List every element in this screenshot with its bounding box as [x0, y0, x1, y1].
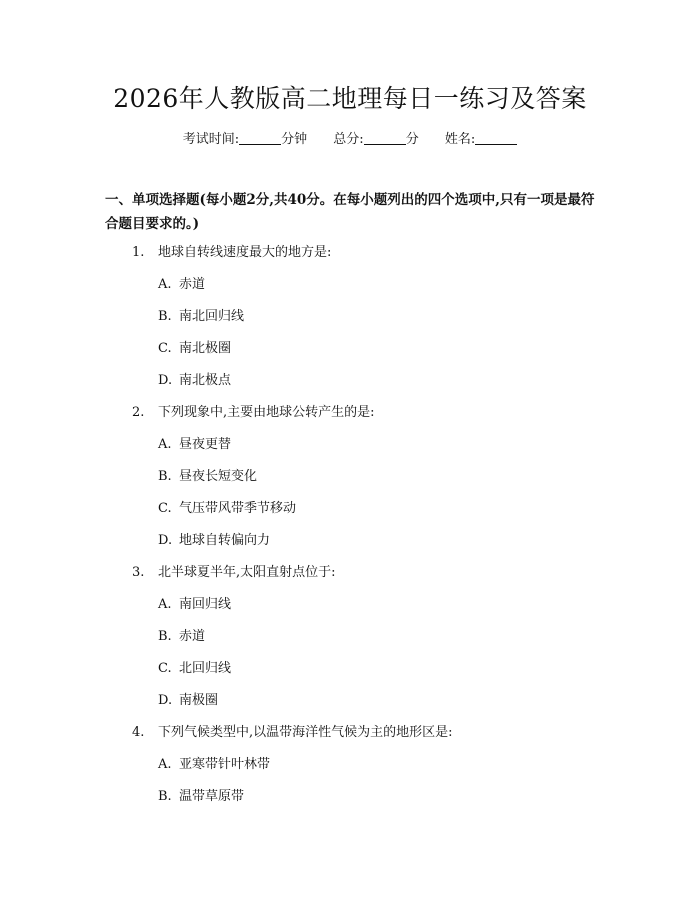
- option-letter: B.: [158, 629, 172, 644]
- option-text: 地球自转偏向力: [179, 533, 271, 548]
- section-heading: 一、单项选择题(每小题2分,共40分。在每小题列出的四个选项中,只有一项是最符合题目要求的。): [105, 192, 595, 232]
- answer-option: [0, 337, 700, 369]
- option-letter: A.: [158, 437, 172, 452]
- exam-time-label: 考试时间:: [182, 132, 240, 147]
- option-text: 温带草原带: [179, 789, 245, 804]
- option-text: 北回归线: [179, 661, 232, 676]
- question-item: [0, 241, 700, 273]
- question-text: 北半球夏半年,太阳直射点位于:: [158, 565, 336, 580]
- student-name-field: [445, 130, 517, 150]
- exam-time-unit: 分钟: [281, 132, 308, 147]
- question-item: [0, 561, 700, 593]
- answer-option: [0, 785, 700, 817]
- option-letter: C.: [158, 661, 172, 676]
- option-letter: A.: [158, 597, 172, 612]
- option-text: 赤道: [179, 277, 206, 292]
- answer-option: [0, 433, 700, 465]
- question-list: [0, 241, 700, 817]
- option-letter: D.: [158, 533, 173, 548]
- option-letter: D.: [158, 373, 173, 388]
- option-letter: A.: [158, 757, 172, 772]
- answer-option: [0, 593, 700, 625]
- option-text: 南北极点: [179, 373, 232, 388]
- total-score-label: 总分:: [333, 132, 364, 147]
- page-title: 2026年人教版高二地理每日一练习及答案: [113, 84, 587, 113]
- question-number: 4.: [132, 725, 145, 740]
- answer-option: [0, 497, 700, 529]
- option-letter: A.: [158, 277, 172, 292]
- question-number: 2.: [132, 405, 145, 420]
- answer-option: [0, 529, 700, 561]
- option-text: 南北极圈: [179, 341, 232, 356]
- option-text: 昼夜长短变化: [179, 469, 258, 484]
- total-score-unit: 分: [405, 132, 419, 147]
- option-letter: C.: [158, 501, 172, 516]
- exam-info-line: [0, 130, 700, 150]
- student-name-blank: [475, 130, 517, 145]
- option-letter: B.: [158, 309, 172, 324]
- question-item: [0, 721, 700, 753]
- option-letter: B.: [158, 469, 172, 484]
- question-text: 下列现象中,主要由地球公转产生的是:: [158, 405, 375, 420]
- total-score-field: [333, 130, 418, 150]
- answer-option: [0, 625, 700, 657]
- answer-option: [0, 369, 700, 401]
- question-item: [0, 401, 700, 433]
- answer-option: [0, 753, 700, 785]
- total-score-blank: [364, 130, 406, 145]
- option-letter: B.: [158, 789, 172, 804]
- exam-time-blank: [239, 130, 281, 145]
- option-text: 亚寒带针叶林带: [179, 757, 271, 772]
- exam-time-field: [183, 130, 307, 150]
- option-text: 赤道: [179, 629, 206, 644]
- student-name-label: 姓名:: [444, 132, 476, 147]
- option-letter: D.: [158, 693, 173, 708]
- answer-option: [0, 657, 700, 689]
- option-text: 南极圈: [179, 693, 219, 708]
- question-number: 3.: [132, 565, 145, 580]
- option-text: 南回归线: [179, 597, 232, 612]
- question-number: 1.: [132, 245, 145, 260]
- option-text: 南北回归线: [179, 309, 245, 324]
- answer-option: [0, 689, 700, 721]
- option-text: 气压带风带季节移动: [179, 501, 297, 516]
- answer-option: [0, 465, 700, 497]
- question-text: 地球自转线速度最大的地方是:: [158, 245, 332, 260]
- question-text: 下列气候类型中,以温带海洋性气候为主的地形区是:: [158, 725, 453, 740]
- answer-option: [0, 273, 700, 305]
- answer-option: [0, 305, 700, 337]
- option-text: 昼夜更替: [179, 437, 232, 452]
- option-letter: C.: [158, 341, 172, 356]
